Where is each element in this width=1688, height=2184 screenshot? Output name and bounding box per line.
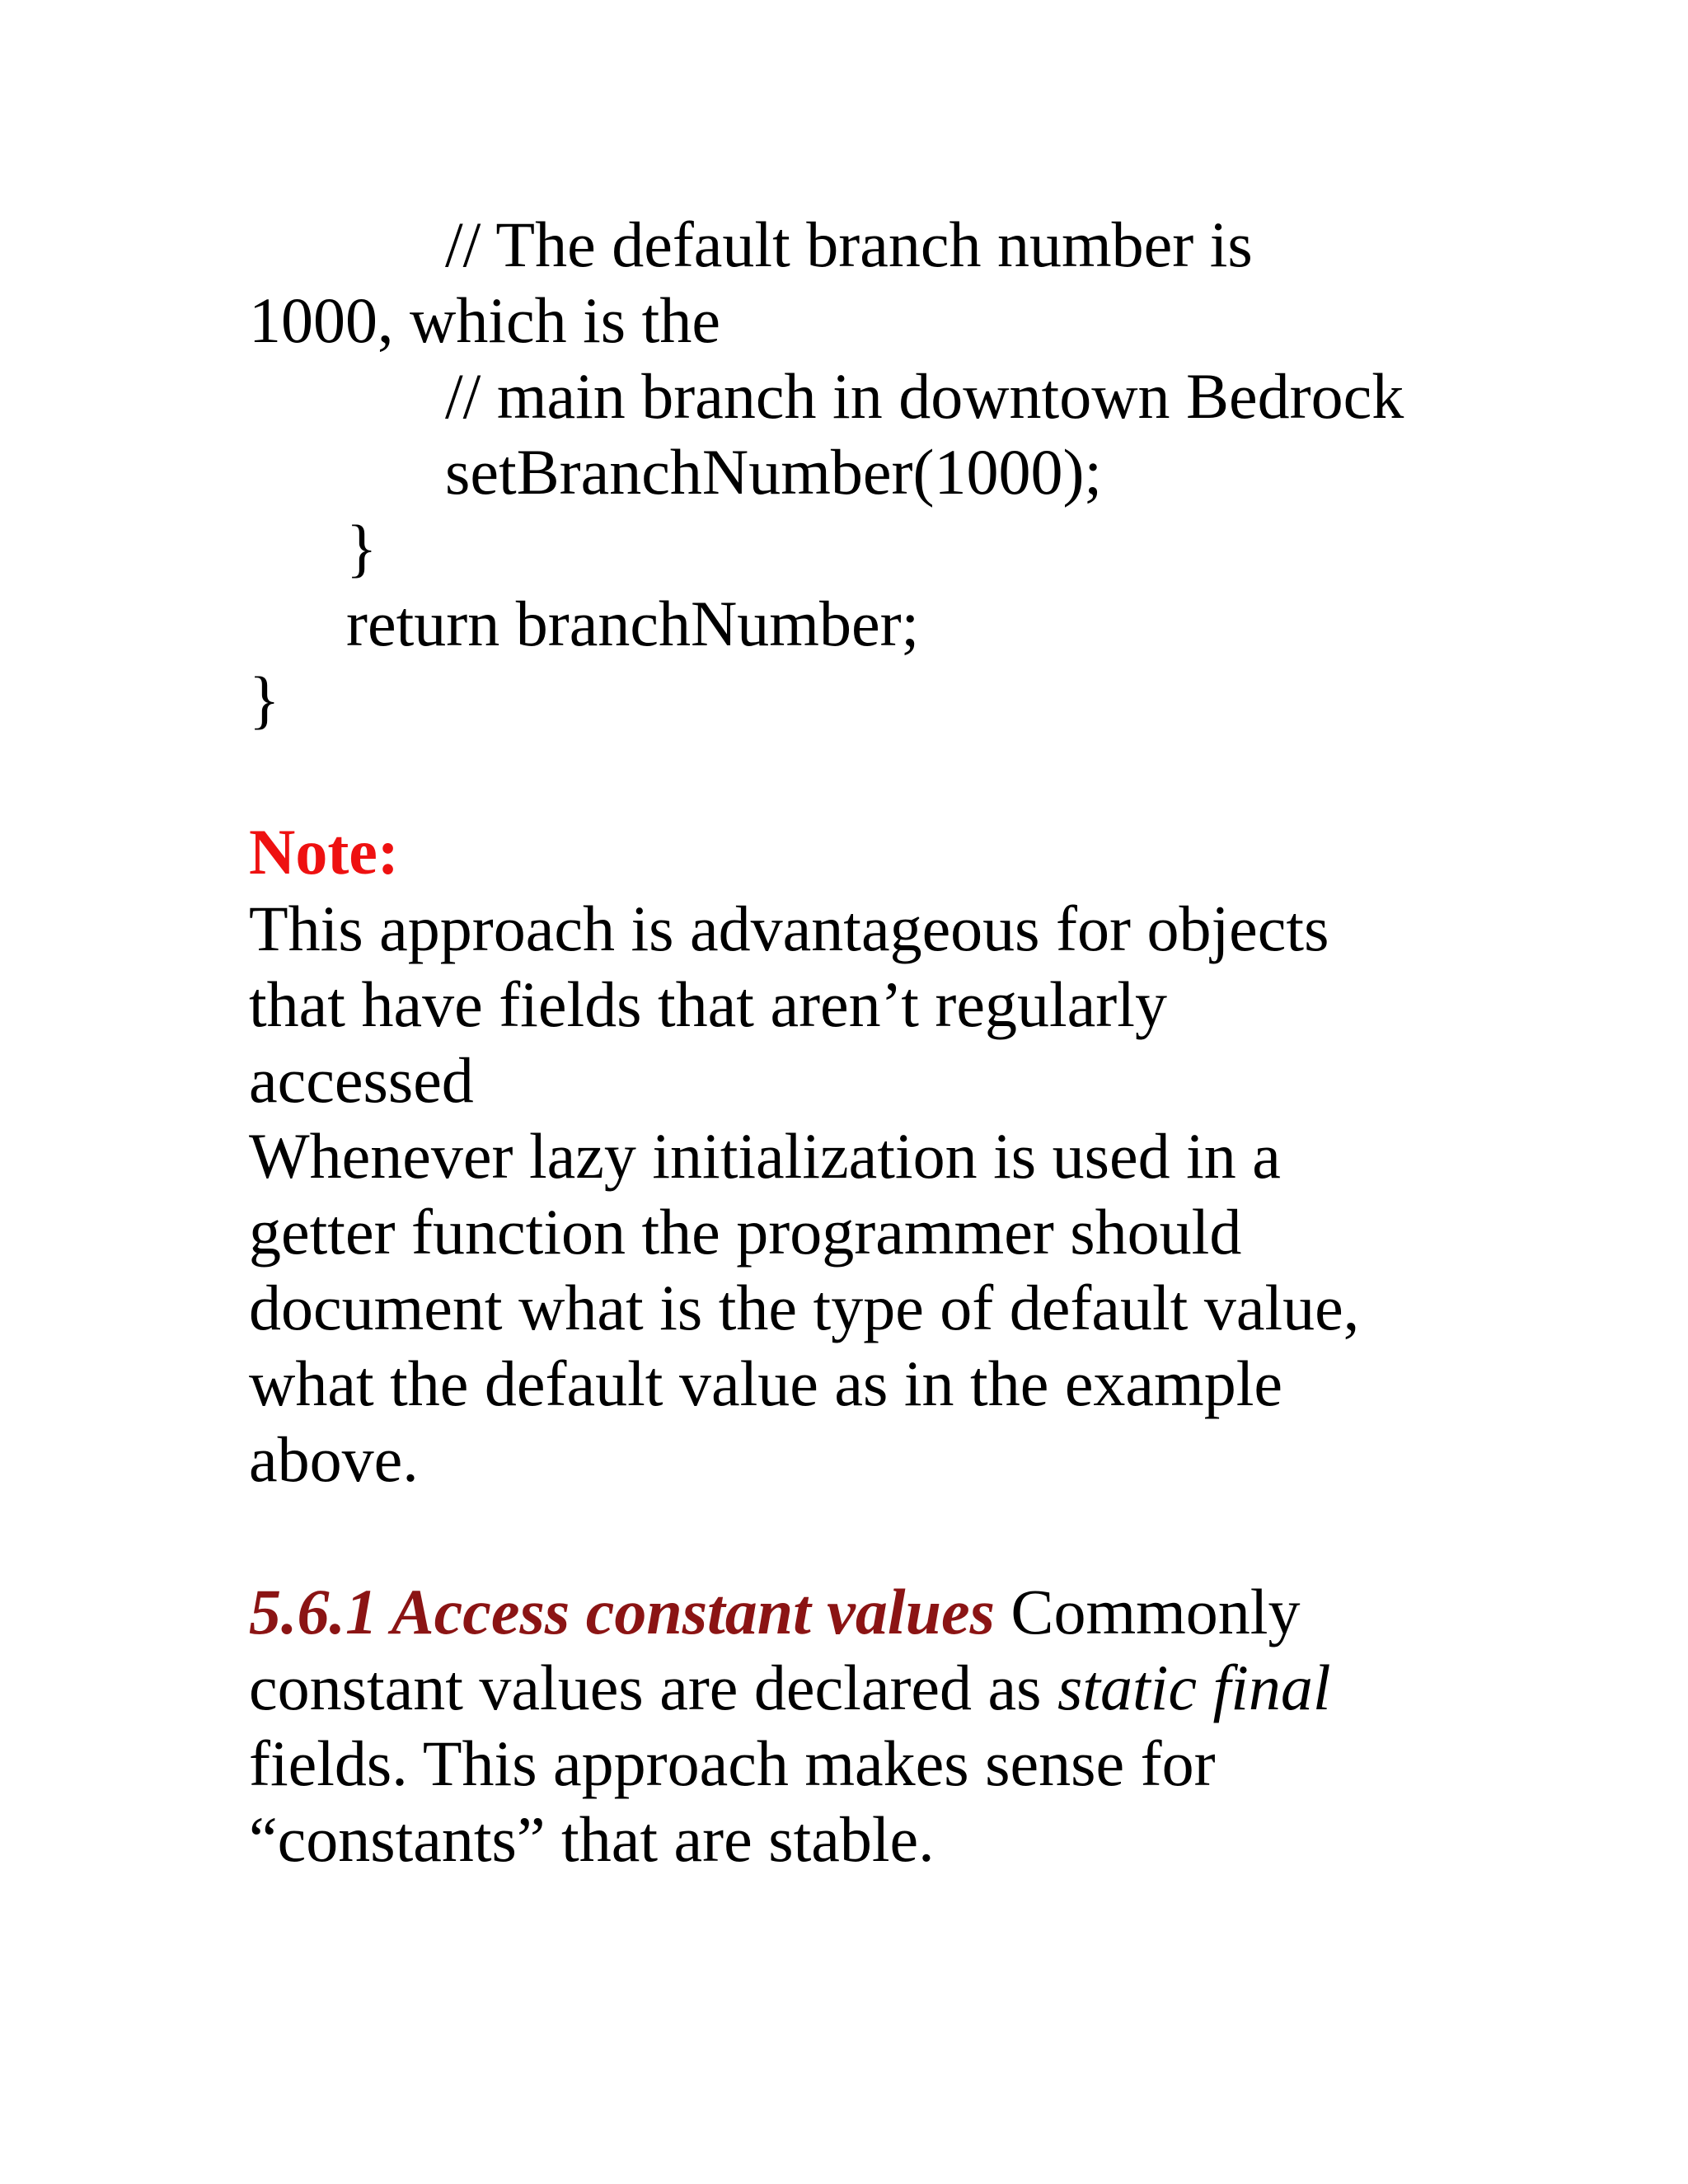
note-line: This approach is advantageous for objects [249,893,1329,964]
note-line: accessed [249,1044,474,1116]
note-line: getter function the programmer should [249,1196,1242,1268]
code-closing-brace-outer: } [249,663,280,735]
code-comment-line-1-wrap: 1000, which is the [249,284,720,356]
section-paragraph-line-1 [249,1576,1301,1647]
section-emphasis: static final [1057,1652,1331,1723]
code-return-statement: return branchNumber; [346,588,920,659]
note-line: Whenever lazy initialization is used in a [249,1120,1281,1192]
section-heading: 5.6.1 Access constant values [249,1576,995,1647]
section-paragraph-line-4: “constants” that are stable. [249,1803,935,1875]
section-text: Commonly [994,1576,1301,1647]
code-statement-set-branch: setBranchNumber(1000); [445,436,1103,508]
note-line: that have fields that aren’t regularly [249,968,1167,1040]
note-line: what the default value as in the example [249,1347,1283,1419]
note-line: above. [249,1423,419,1495]
code-comment-line-1: // The default branch number is [445,209,1253,280]
code-closing-brace-inner: } [346,512,377,583]
note-label: Note: [249,816,399,888]
section-paragraph-line-3: fields. This approach makes sense for [249,1727,1216,1799]
note-line: document what is the type of default value, [249,1272,1360,1343]
code-comment-line-2: // main branch in downtown Bedrock [445,360,1404,432]
section-text: constant values are declared as [249,1652,1058,1723]
section-paragraph-line-2 [249,1652,1331,1723]
